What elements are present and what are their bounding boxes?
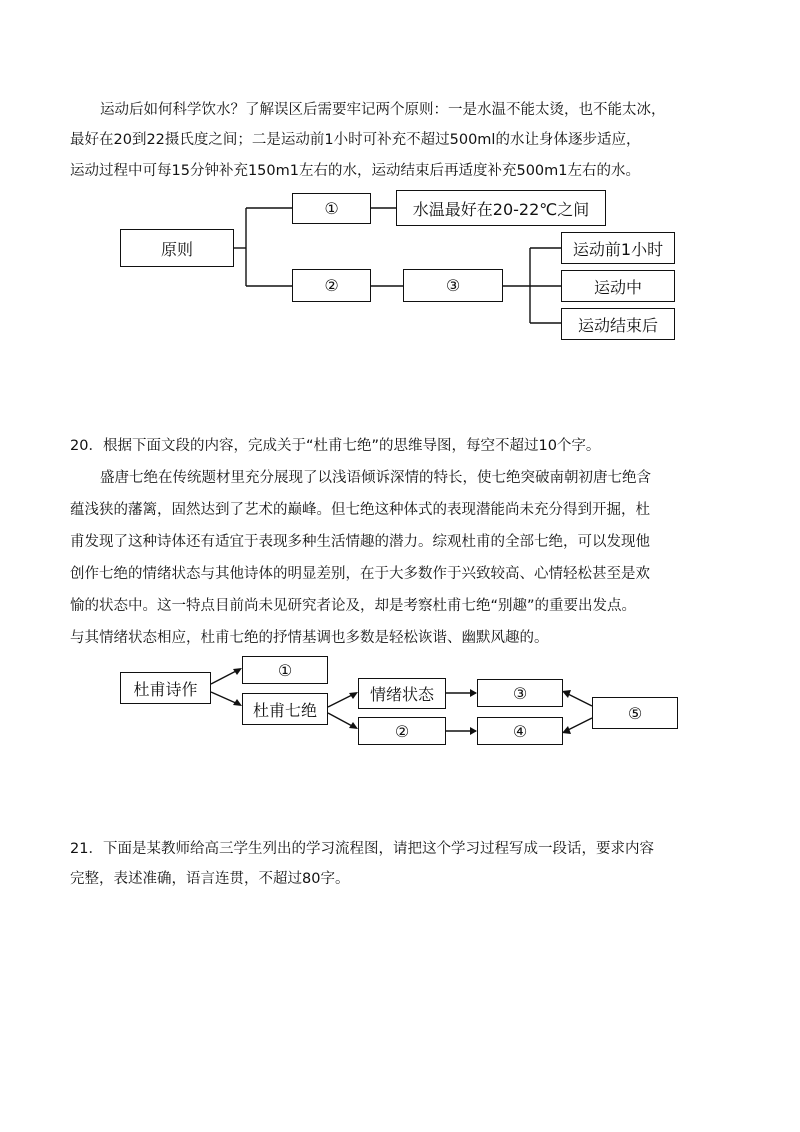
q20-blank1-box: ①	[242, 656, 328, 684]
q19-leaf-after: 运动结束后	[561, 308, 675, 340]
q20-child-box: 杜甫七绝	[242, 693, 328, 725]
q21-question-line-1: 21．下面是某教师给高三学生列出的学习流程图，请把这个学习过程写成一段话，要求内容	[70, 841, 654, 857]
q20-root-box: 杜甫诗作	[120, 672, 211, 704]
q20-blank2-box: ②	[358, 717, 446, 745]
q19-leaf-during: 运动中	[561, 270, 675, 302]
q19-blank2-box: ②	[292, 269, 371, 302]
q19-answer1-box: 水温最好在20-22℃之间	[396, 190, 606, 226]
q20-passage-line-3: 甫发现了这种诗体还有适宜于表现多种生活情趣的潜力。综观杜甫的全部七绝，可以发现他	[70, 534, 650, 550]
q19-line-3: 运动过程中可每15分钟补充150m1左右的水，运动结束后再适度补充500m1左右的水。	[70, 163, 641, 179]
q20-passage-line-5: 愉的状态中。这一特点目前尚未见研究者论及，却是考察杜甫七绝“别趣”的重要出发点。	[70, 598, 637, 614]
q19-line-1: 运动后如何科学饮水？了解误区后需要牢记两个原则：一是水温不能太烫，也不能太冰，	[100, 102, 666, 118]
q20-passage-line-1: 盛唐七绝在传统题材里充分展现了以浅语倾诉深情的特长，使七绝突破南朝初唐七绝含	[100, 470, 651, 486]
q21-question-line-2: 完整，表述准确，语言连贯，不超过80字。	[70, 871, 350, 887]
q19-blank1-box: ①	[292, 193, 371, 224]
q20-blank3-box: ③	[477, 679, 563, 707]
q20-passage-line-2: 蕴浅狭的藩篱，固然达到了艺术的巅峰。但七绝这种体式的表现潜能尚未充分得到开掘，杜	[70, 502, 650, 518]
q20-blank4-box: ④	[477, 717, 563, 745]
q20-blank5-box: ⑤	[592, 697, 678, 729]
q19-root-box: 原则	[120, 229, 234, 267]
q19-blank3-box: ③	[403, 269, 503, 302]
q19-leaf-before: 运动前1小时	[561, 232, 675, 264]
q20-passage-line-6: 与其情绪状态相应，杜甫七绝的抒情基调也多数是轻松诙谐、幽默风趣的。	[70, 630, 549, 646]
q20-emotion-box: 情绪状态	[358, 678, 446, 709]
q20-question: 20．根据下面文段的内容，完成关于“杜甫七绝”的思维导图，每空不超过10个字。	[70, 438, 601, 454]
q20-passage-line-4: 创作七绝的情绪状态与其他诗体的明显差别，在于大多数作于兴致较高、心情轻松甚至是欢	[70, 566, 650, 582]
q19-line-2: 最好在20到22摄氏度之间；二是运动前1小时可补充不超过500ml的水让身体逐步适应，	[70, 132, 641, 148]
